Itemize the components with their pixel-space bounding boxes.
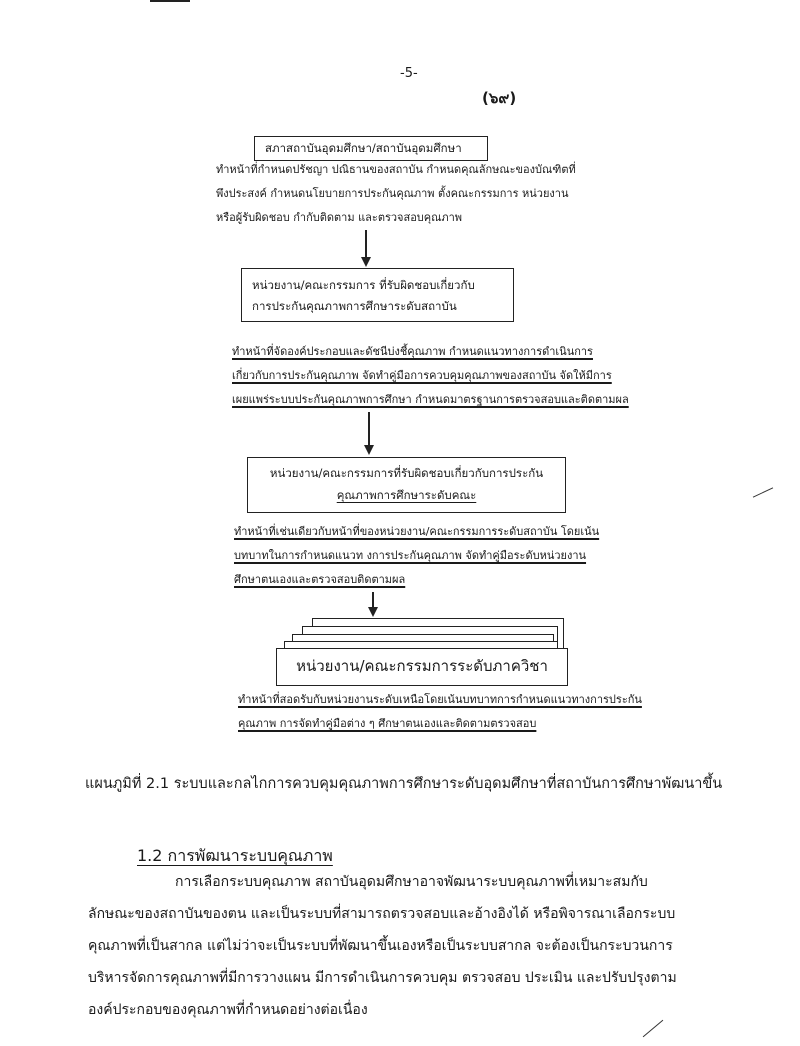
- para3-line: ทำหน้าที่เช่นเดียวกับหน้าที่ของหน่วยงาน/คณะกรรมการระดับสถาบัน โดยเน้น: [234, 525, 600, 538]
- arrow-down-icon: [372, 592, 374, 608]
- thai-page-number: (๖๙): [482, 89, 517, 107]
- para4-line: ทำหน้าที่สอดรับกับหน่วยงานระดับเหนือโดยเน้นบทบาทการกำหนดแนวทางการประกัน: [238, 693, 642, 706]
- para3-line: ศึกษาตนเองและตรวจสอบติดตามผล: [234, 573, 406, 586]
- arrow-head-icon: [364, 445, 374, 455]
- box-department-unit: [276, 648, 568, 686]
- para-department-duties: [238, 688, 642, 736]
- para-institution-duties: [232, 340, 629, 412]
- box3-line: หน่วยงาน/คณะกรรมการที่รับผิดชอบเกี่ยวกับการประกัน: [269, 466, 544, 480]
- box2-line: การประกันคุณภาพการศึกษาระดับสถาบัน: [252, 299, 457, 313]
- para3-line: บทบาทในการกำหนดแนวท งการประกันคุณภาพ จัดทำคู่มือระดับหน่วยงาน: [234, 549, 587, 562]
- body-line: บริหารจัดการคุณภาพที่มีการวางแผน มีการดำเนินการควบคุม ตรวจสอบ ประเมิน และปรับปรุงตาม: [88, 970, 677, 986]
- page-number: -5-: [400, 66, 418, 81]
- para-faculty-duties: [234, 520, 599, 592]
- box-institution-qa-unit: [241, 268, 514, 322]
- arrow-head-icon: [361, 257, 371, 267]
- para4-line: คุณภาพ การจัดทำคู่มือต่าง ๆ ศึกษาตนเองและติดตามตรวจสอบ: [238, 717, 537, 730]
- arrow-head-icon: [368, 607, 378, 617]
- box3-line: คุณภาพการศึกษาระดับคณะ: [336, 488, 477, 502]
- body-line: คุณภาพที่เป็นสากล แต่ไม่ว่าจะเป็นระบบที่พัฒนาขึ้นเองหรือเป็นระบบสากล จะต้องเป็นกระบวนการ: [88, 938, 673, 954]
- para1-line: ทำหน้าที่กำหนดปรัชญา ปณิธานของสถาบัน กำหนดคุณลักษณะของบัณฑิตที่: [216, 163, 576, 176]
- para2-line: เผยแพร่ระบบประกันคุณภาพการศึกษา กำหนดมาตรฐานการตรวจสอบและติดตามผล: [232, 393, 629, 406]
- para2-line: เกี่ยวกับการประกันคุณภาพ จัดทำคู่มือการควบคุมคุณภาพของสถาบัน จัดให้มีการ: [232, 369, 612, 382]
- para2-line: ทำหน้าที่จัดองค์ประกอบและดัชนีบ่งชี้คุณภาพ กำหนดแนวทางการดำเนินการ: [232, 345, 593, 358]
- para1-line: หรือผู้รับผิดชอบ กำกับติดตาม และตรวจสอบคุณภาพ: [216, 211, 463, 224]
- body-line: องค์ประกอบของคุณภาพที่กำหนดอย่างต่อเนื่อง: [88, 1002, 368, 1018]
- para-council-duties: [216, 158, 576, 230]
- body-line: ลักษณะของสถาบันของตน และเป็นระบบที่สามารถตรวจสอบและอ้างอิงได้ หรือพิจารณาเลือกระบบ: [88, 906, 676, 922]
- para1-line: พึงประสงค์ กำหนดนโยบายการประกันคุณภาพ ตั้งคณะกรรมการ หน่วยงาน: [216, 187, 569, 200]
- scan-mark: [753, 487, 773, 497]
- arrow-down-icon: [365, 230, 367, 258]
- box-faculty-qa-unit: [247, 457, 566, 513]
- scan-mark: [643, 1020, 664, 1037]
- box2-line: หน่วยงาน/คณะกรรมการ ที่รับผิดชอบเกี่ยวกับ: [252, 278, 475, 292]
- box1-label: สภาสถาบันอุดมศึกษา/สถาบันอุดมศึกษา: [265, 141, 462, 155]
- arrow-down-icon: [368, 412, 370, 446]
- box4-label: หน่วยงาน/คณะกรรมการระดับภาควิชา: [296, 657, 548, 675]
- figure-caption: แผนภูมิที่ 2.1 ระบบและกลไกการควบคุมคุณภาพการศึกษาระดับอุดมศึกษาที่สถาบันการศึกษาพัฒนาขึ้น: [85, 776, 723, 792]
- section-heading: 1.2 การพัฒนาระบบคุณภาพ: [137, 846, 333, 865]
- top-rule: [150, 0, 190, 2]
- body-line: การเลือกระบบคุณภาพ สถาบันอุดมศึกษาอาจพัฒนาระบบคุณภาพที่เหมาะสมกับ: [175, 874, 648, 890]
